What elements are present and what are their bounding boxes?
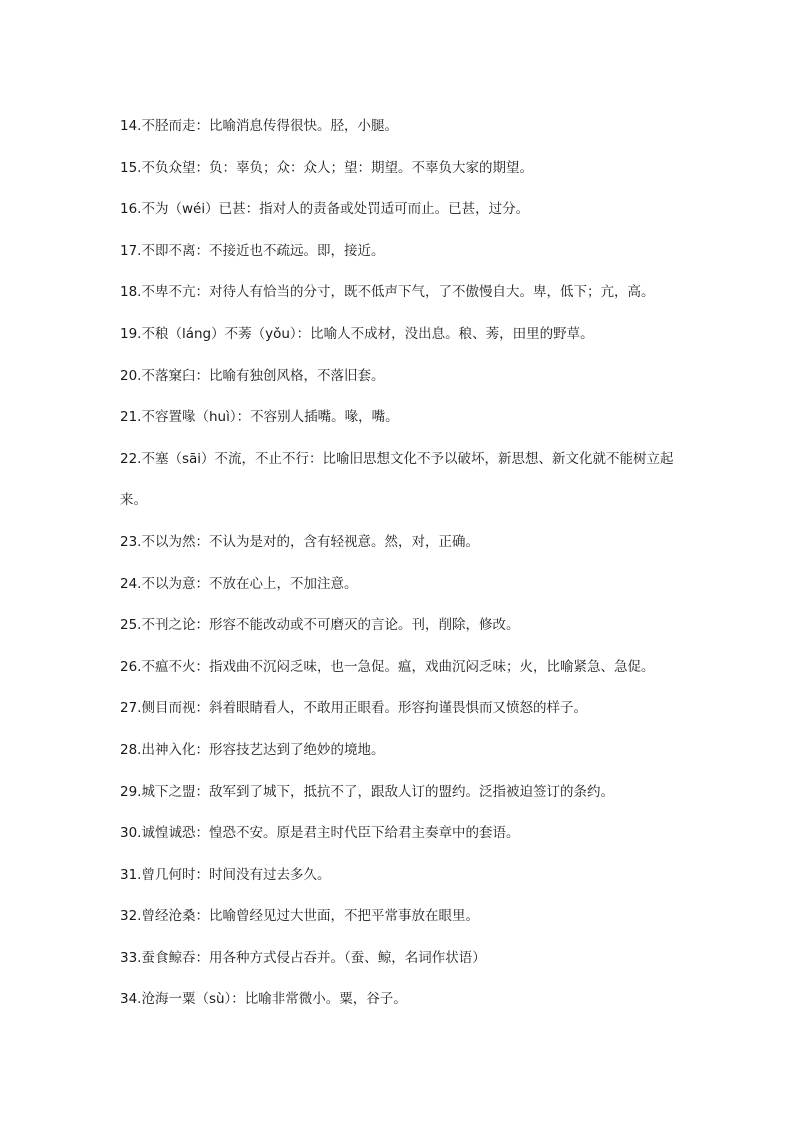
idiom-entry-22: 22.不塞（sāi）不流，不止不行：比喻旧思想文化不予以破坏，新思想、新文化就不能树立起来。 (120, 450, 674, 509)
idiom-entry-16: 16.不为（wéi）已甚：指对人的责备或处罚适可而止。已甚，过分。 (120, 201, 530, 218)
idiom-entry-17: 17.不即不离：不接近也不疏远。即，接近。 (120, 242, 385, 259)
idiom-entry-25: 25.不刊之论：形容不能改动或不可磨灭的言论。刊，削除，修改。 (120, 617, 520, 634)
idiom-entry-19: 19.不稂（láng）不莠（yǒu）：比喻人不成材，没出息。稂、莠，田里的野草。 (120, 325, 594, 342)
idiom-entry-34: 34.沧海一粟（sù）：比喻非常微小。粟，谷子。 (120, 991, 407, 1008)
idiom-entry-26: 26.不瘟不火：指戏曲不沉闷乏味，也一急促。瘟，戏曲沉闷乏味；火，比喻紧急、急促。 (120, 658, 655, 675)
idiom-entry-18: 18.不卑不亢：对待人有恰当的分寸，既不低声下气，了不傲慢自大。卑，低下；亢，高。 (120, 284, 655, 301)
idiom-entry-31: 31.曾几何时：时间没有过去多久。 (120, 866, 331, 883)
idiom-entry-27: 27.侧目而视：斜着眼睛看人，不敢用正眼看。形容拘谨畏惧而又愤怒的样子。 (120, 700, 587, 717)
idiom-entry-30: 30.诚惶诚恐：惶恐不安。原是君主时代臣下给君主奏章中的套语。 (120, 825, 520, 842)
idiom-entry-14: 14.不胫而走：比喻消息传得很快。胫，小腿。 (120, 118, 398, 134)
idiom-entry-28: 28.出神入化：形容技艺达到了绝妙的境地。 (120, 741, 385, 758)
idiom-entry-29: 29.城下之盟：敌军到了城下，抵抗不了，跟敌人订的盟约。泛指被迫签订的条约。 (120, 783, 614, 800)
idiom-entry-20: 20.不落窠臼：比喻有独创风格，不落旧套。 (120, 367, 385, 384)
idiom-entry-32: 32.曾经沧桑：比喻曾经见过大世面，不把平常事放在眼里。 (120, 908, 479, 925)
idiom-entry-24: 24.不以为意：不放在心上，不加注意。 (120, 575, 358, 592)
idiom-entry-15: 15.不负众望：负：辜负；众：众人；望：期望。不辜负大家的期望。 (120, 159, 533, 176)
document-body (120, 106, 685, 1021)
idiom-entry-21: 21.不容置喙（huì）：不容别人插嘴。喙，嘴。 (120, 409, 399, 426)
idiom-entry-23: 23.不以为然：不认为是对的，含有轻视意。然，对，正确。 (120, 533, 479, 550)
idiom-entry-33: 33.蚕食鲸吞：用各种方式侵占吞并。（蚕、鲸，名词作状语） (120, 949, 486, 966)
